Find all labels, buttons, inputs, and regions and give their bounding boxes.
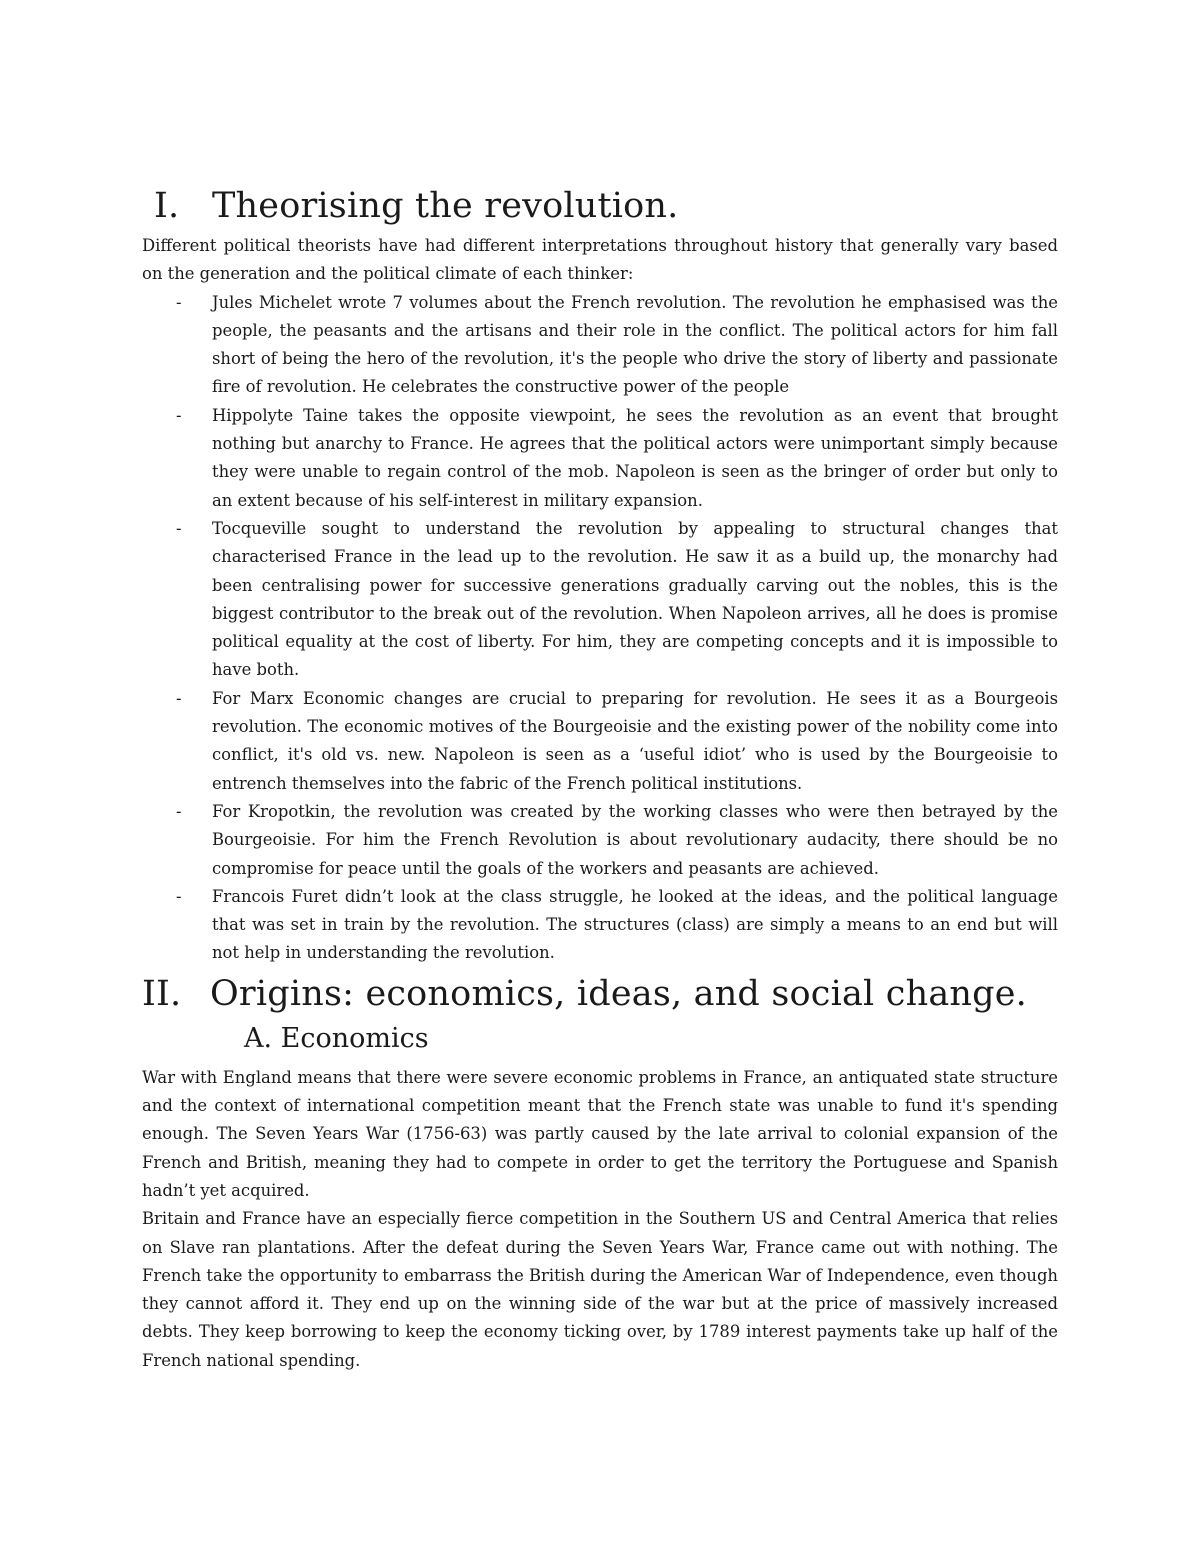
list-item-taine (142, 402, 1058, 515)
bullet-dash: - (176, 405, 182, 425)
section-intro: Different political theorists have had different interpretations throughout history that generally vary based on the generation and the political climate of each thinker: (142, 236, 1058, 284)
section-heading-origins (142, 968, 1058, 1020)
bullet-dash: - (176, 688, 182, 708)
list-item-michelet (142, 289, 1058, 402)
list-item-text: Francois Furet didn’t look at the class struggle, he looked at the ideas, and the political language that was set in train by the revolution. The structures (class) are simply a means to an end but will not help in understanding the revolution. (212, 886, 1058, 963)
list-item-text: Tocqueville sought to understand the revolution by appealing to structural changes that characterised France in the lead up to the revolution. He saw it as a build up, the monarchy had been centralising power for successive generations gradually carving out the nobles, this is the biggest contributor to the break out of the revolution. When Napoleon arrives, all he does is promise political equality at the cost of liberty. For him, they are competing concepts and it is impossible to have both. (212, 518, 1058, 680)
subsection-heading-economics: A. Economics (244, 1022, 429, 1054)
bullet-dash: - (176, 292, 182, 312)
list-item-tocqueville (142, 515, 1058, 685)
economics-paragraph-1: War with England means that there were severe economic problems in France, an antiquated state structure and the context of international competition meant that the French state was unable to fund it's spending enough. The Seven Years War (1756-63) was partly caused by the late arrival to colonial expansion of the French and British, meaning they had to compete in order to get the territory the Portuguese and Spanish hadn’t yet acquired. (142, 1067, 1058, 1200)
section-title: Origins: economics, ideas, and social change. (210, 973, 1027, 1014)
section-number: I. (154, 186, 180, 226)
document-page (142, 180, 1058, 1375)
section-heading-theorising (142, 180, 1058, 232)
bullet-dash: - (176, 801, 182, 821)
list-item-text: For Kropotkin, the revolution was created by the working classes who were then betrayed by the Bourgeoisie. For him the French Revolution is about revolutionary audacity, there should be no compromise for peace until the goals of the workers and peasants are achieved. (212, 801, 1058, 878)
economics-paragraph-2: Britain and France have an especially fierce competition in the Southern US and Central America that relies on Slave ran plantations. After the defeat during the Seven Years War, France came out with nothing. The French take the opportunity to embarrass the British during the American War of Independence, even though they cannot afford it. They end up on the winning side of the war but at the price of massively increased debts. They keep borrowing to keep the economy ticking over, by 1789 interest payments take up half of the French national spending. (142, 1209, 1058, 1370)
list-item-text: For Marx Economic changes are crucial to preparing for revolution. He sees it as a Bourgeois revolution. The economic motives of the Bourgeoisie and the existing power of the nobility come into conflict, it's old vs. new. Napoleon is seen as a ‘useful idiot’ who is used by the Bourgeoisie to entrench themselves into the fabric of the French political institutions. (212, 688, 1058, 793)
section-title: Theorising the revolution. (212, 186, 679, 226)
bullet-dash: - (176, 886, 182, 906)
list-item-furet (142, 883, 1058, 968)
bullet-dash: - (176, 518, 182, 538)
theorist-list (142, 289, 1058, 968)
section-number: II. (142, 973, 182, 1014)
list-item-kropotkin (142, 798, 1058, 883)
list-item-marx (142, 685, 1058, 798)
list-item-text: Hippolyte Taine takes the opposite viewpoint, he sees the revolution as an event that brought nothing but anarchy to France. He agrees that the political actors were unimportant simply because they were unable to regain control of the mob. Napoleon is seen as the bringer of order but only to an extent because of his self-interest in military expansion. (212, 405, 1058, 510)
list-item-text: Jules Michelet wrote 7 volumes about the French revolution. The revolution he emphasised was the people, the peasants and the artisans and their role in the conflict. The political actors for him fall short of being the hero of the revolution, it's the people who drive the story of liberty and passionate fire of revolution. He celebrates the constructive power of the people (212, 292, 1058, 397)
